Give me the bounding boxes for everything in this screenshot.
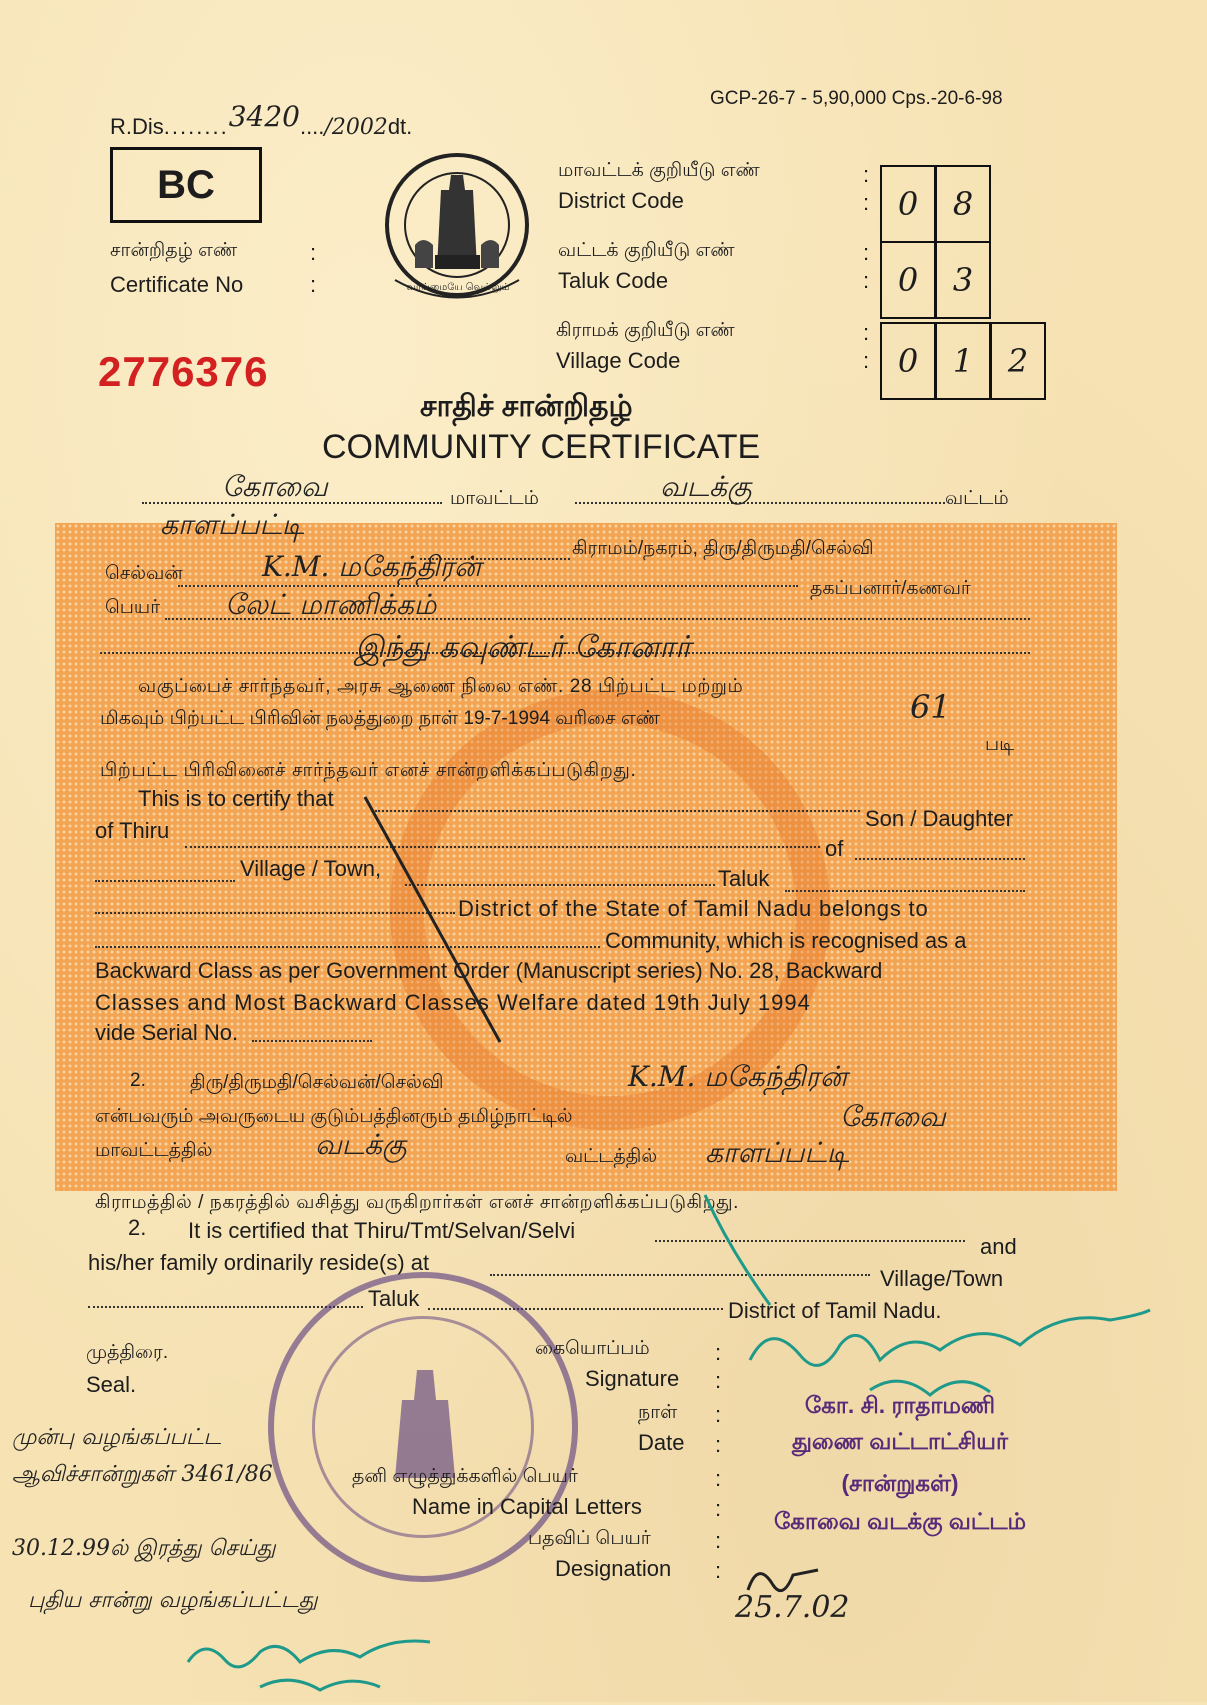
handwritten-para2-village: காளப்பட்டி [705, 1136, 850, 1169]
handwritten-note-line1: முன்பு வழங்கப்பட்ட [12, 1425, 221, 1450]
r-dis-line: R.Dis........3420..../2002dt. [110, 100, 413, 140]
handwritten-village: காளப்பட்டி [160, 508, 305, 541]
district-code-label-en: District Code [558, 188, 684, 213]
village-code-digit: 2 [990, 322, 1046, 400]
taluk-code-digit: 3 [935, 241, 991, 319]
certificate-number: 2776376 [98, 348, 269, 395]
tamil-para2-line3-b: வட்டத்தில் [565, 1146, 658, 1167]
english-l2-b: of [825, 836, 844, 861]
selvan-label-ta: செல்வன் [105, 563, 183, 584]
date-label-en: Date [638, 1430, 685, 1455]
r-dis-prefix: R.Dis [110, 114, 164, 139]
colon: : [715, 1528, 722, 1553]
village-code-label-en: Village Code [556, 348, 681, 373]
handwritten-note-line3: 30.12.99ல் இரத்து செய்து [12, 1536, 276, 1561]
seal-label-ta: முத்திரை. [86, 1342, 169, 1363]
father-husband-label-ta: தகப்பனார்/கணவர் [810, 578, 971, 599]
colon: : [863, 348, 870, 373]
english-p2-l3-b: District of Tamil Nadu. [728, 1298, 942, 1323]
designation-label-en: Designation [555, 1556, 672, 1581]
handwritten-para2-name: K.M. மகேந்திரன் [628, 1060, 848, 1093]
handwritten-district: கோவை [222, 470, 328, 503]
district-label-ta: மாவட்டம் [450, 488, 539, 509]
dotted-line [95, 880, 235, 882]
dotted-line [575, 502, 945, 504]
green-signature-bottom [180, 1632, 460, 1705]
english-l5: Community, which is recognised as a [605, 928, 967, 953]
colon: : [715, 1368, 722, 1393]
dotted-line [855, 858, 1025, 860]
dotted-line [252, 1040, 372, 1042]
official-stamp-certificates: (சான்றுகள்) [841, 1470, 959, 1496]
tamil-para2-line4: கிராமத்தில் / நகரத்தில் வசித்து வருகிறார்கள் எனச் சான்றளிக்கப்படுகிறது. [95, 1192, 739, 1213]
handwritten-taluk: வடக்கு [660, 470, 752, 503]
category-box: BC [110, 147, 262, 223]
name-label-ta: பெயர் [105, 597, 161, 618]
colon: : [863, 268, 870, 293]
tamil-para2-line1: திரு/திருமதி/செல்வன்/செல்வி [190, 1072, 444, 1093]
handwritten-para2-taluk: வடக்கு [315, 1128, 407, 1161]
seal-label-en: Seal. [86, 1372, 137, 1397]
handwritten-note-line2: ஆவிச்சான்றுகள் 3461/86 [12, 1462, 273, 1487]
village-code-digit: 0 [880, 322, 936, 400]
colon: : [310, 240, 317, 265]
designation-label-ta: பதவிப் பெயர் [528, 1528, 651, 1549]
english-p2-l2-a: his/her family ordinarily reside(s) at [88, 1250, 430, 1275]
english-l3-b: Taluk [718, 866, 770, 891]
colon: : [863, 162, 870, 187]
dotted-line [95, 946, 600, 948]
title-english: COMMUNITY CERTIFICATE [322, 428, 761, 466]
tamil-para1-line2: மிகவும் பிற்பட்ட பிரிவின் நலத்துறை நாள் 19-7-1994 வரிசை எண் [100, 708, 660, 729]
english-l1-b: Son / Daughter [865, 806, 1013, 831]
english-p2-l1-a: It is certified that Thiru/Tmt/Selvan/Selvi [188, 1218, 576, 1243]
english-l8: vide Serial No. [95, 1020, 239, 1045]
colon: : [310, 272, 317, 297]
english-l6: Backward Class as per Government Order (Manuscript series) No. 28, Backward [95, 958, 883, 983]
tamil-para1-line1: வகுப்பைச் சார்ந்தவர், அரசு ஆணை நிலை எண். 28 பிற்பட்ட மற்றும் [138, 676, 744, 697]
district-code-digit: 0 [880, 165, 936, 243]
colon: : [715, 1558, 722, 1583]
gcp-print-line: GCP-26-7 - 5,90,000 Cps.-20-6-98 [710, 88, 1003, 109]
name-capital-label-ta: தனி எழுத்துக்களில் பெயர் [352, 1466, 578, 1487]
district-code-digit: 8 [935, 165, 991, 243]
tamil-para1-line3: பிற்பட்ட பிரிவினைச் சார்ந்தவர் எனச் சான்றளிக்கப்படுகிறது. [100, 760, 637, 781]
english-p2-num: 2. [128, 1215, 147, 1240]
taluk-code-digit: 0 [880, 241, 936, 319]
colon: : [715, 1432, 722, 1457]
colon: : [863, 320, 870, 345]
english-l7: Classes and Most Backward Classes Welfare dated 19th July 1994 [95, 990, 811, 1015]
signature-label-ta: கையொப்பம் [535, 1338, 650, 1359]
colon: : [715, 1340, 722, 1365]
tamil-para2-line2: என்பவரும் அவருடைய குடும்பத்தினரும் தமிழ்நாட்டில் [95, 1106, 573, 1127]
colon: : [715, 1402, 722, 1427]
r-dis-suffix: dt. [387, 114, 413, 139]
handwritten-community: இந்து கவுண்டர் கோனார் [355, 630, 691, 665]
official-stamp-designation: துணை வட்டாட்சியர் [791, 1428, 1009, 1454]
handwritten-para2-district: கோவை [840, 1100, 946, 1133]
district-code-label-ta: மாவட்டக் குறியீடு எண் [558, 160, 760, 181]
taluk-code-label-en: Taluk Code [558, 268, 669, 293]
certificate-no-label-ta: சான்றிதழ் எண் [110, 240, 238, 261]
handwritten-name: K.M. மகேந்திரன் [262, 550, 482, 583]
handwritten-note-line4: புதிய சான்று வழங்கப்பட்டது [28, 1588, 318, 1613]
english-p2-l2-b: Village/Town [880, 1266, 1004, 1291]
taluk-code-label-ta: வட்டக் குறியீடு எண் [558, 240, 735, 261]
colon: : [863, 190, 870, 215]
village-code-label-ta: கிராமக் குறியீடு எண் [556, 320, 735, 341]
certificate-no-label-en: Certificate No [110, 272, 244, 297]
dotted-line [785, 890, 1025, 892]
english-l3-a: Village / Town, [240, 856, 382, 881]
colon: : [863, 240, 870, 265]
english-l2-a: of Thiru [95, 818, 170, 843]
r-dis-number: 3420 [228, 100, 300, 133]
tamil-para1-tail: படி [985, 734, 1015, 755]
date-label-ta: நாள் [638, 1402, 678, 1423]
english-p2-l3-a: Taluk [368, 1286, 420, 1311]
title-tamil: சாதிச் சான்றிதழ் [420, 390, 633, 423]
english-l4: District of the State of Tamil Nadu belongs to [458, 896, 929, 921]
tamil-para2-line3-a: மாவட்டத்தில் [95, 1140, 213, 1161]
official-stamp-office: கோவை வடக்கு வட்டம் [773, 1508, 1027, 1534]
r-dis-year: /2002 [324, 115, 388, 140]
village-code-digit: 1 [935, 322, 991, 400]
dotted-line [88, 1306, 363, 1308]
emblem-motto: வாய்மையே வெல்லும் [406, 282, 510, 293]
english-p2-l1-b: and [980, 1234, 1017, 1259]
green-signature-tick [700, 1190, 780, 1315]
signature-label-en: Signature [585, 1366, 680, 1391]
name-capital-label-en: Name in Capital Letters [412, 1494, 642, 1519]
tamil-nadu-emblem [375, 150, 540, 310]
official-stamp-name: கோ. சி. ராதாமணி [804, 1392, 996, 1418]
handwritten-father-name: லேட் மாணிக்கம் [225, 588, 437, 621]
taluk-label-ta: வட்டம் [945, 488, 1009, 509]
village-town-label-ta: கிராமம்/நகரம், திரு/திருமதி/செல்வி [572, 538, 874, 559]
dotted-line [490, 1274, 870, 1276]
strike-through-line [360, 792, 520, 1057]
colon: : [715, 1496, 722, 1521]
handwritten-serial: 61 [910, 688, 951, 726]
english-l1-a: This is to certify that [138, 786, 334, 811]
tamil-para2-num: 2. [130, 1070, 146, 1091]
colon: : [715, 1466, 722, 1491]
handwritten-date: 25.7.02 [735, 1590, 850, 1625]
strike-through-shape [360, 792, 520, 1052]
